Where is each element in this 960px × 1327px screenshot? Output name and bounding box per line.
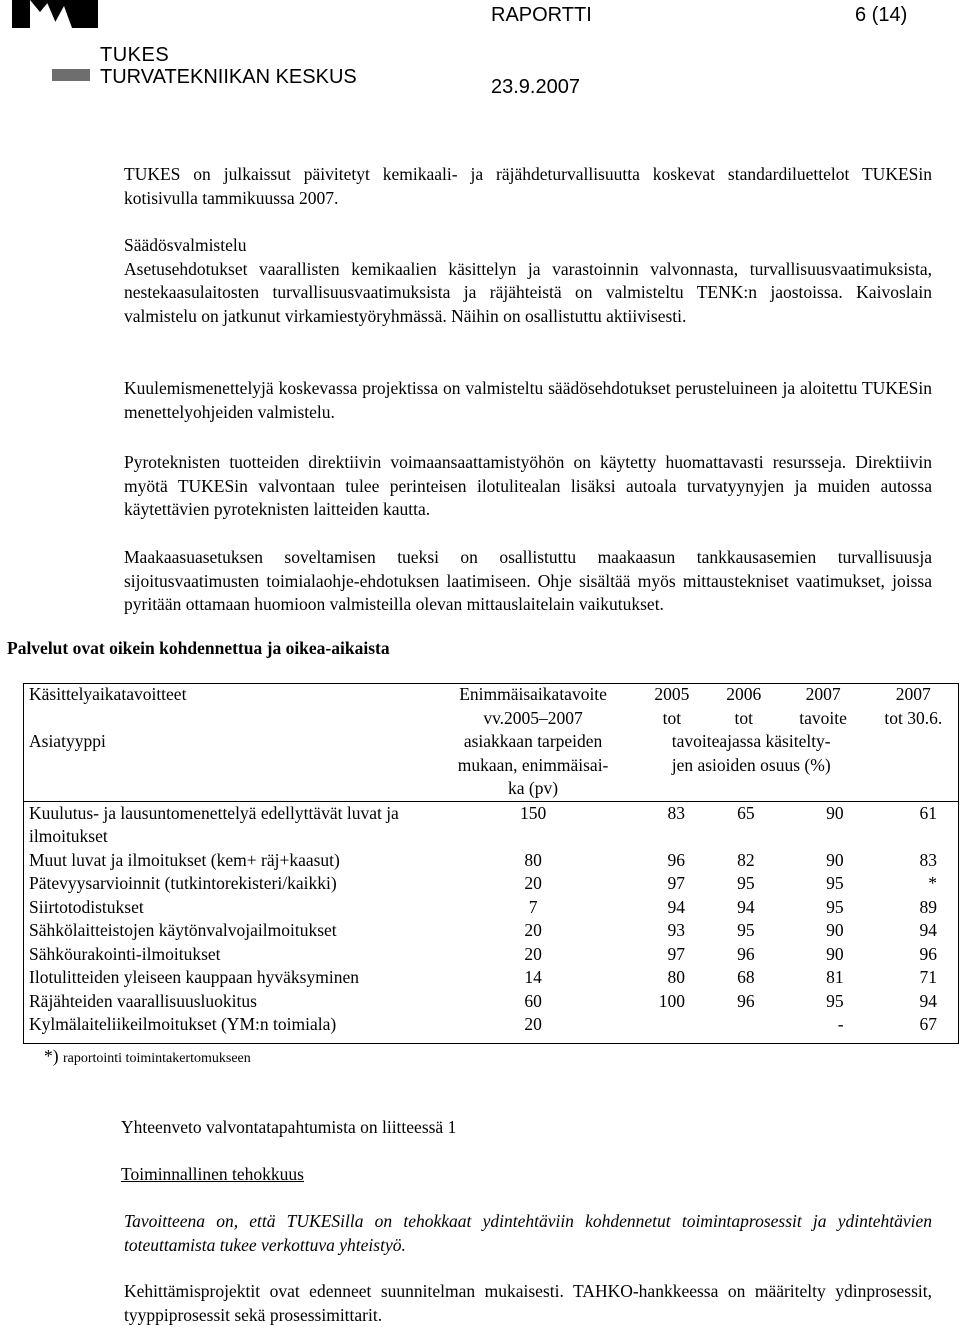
row-2006: 96	[737, 943, 755, 964]
row-max: 60	[524, 990, 542, 1011]
row-2005: 96	[667, 849, 685, 870]
table-row	[23, 943, 959, 967]
row-2006: 65	[737, 802, 755, 823]
row-2007-target: 90	[826, 943, 844, 964]
row-2006: 96	[737, 990, 755, 1011]
row-name: Räjähteiden vaarallisuusluokitus	[29, 990, 257, 1011]
header-targets: Käsittelyaikatavoitteet	[29, 684, 187, 704]
table-footnote	[44, 1046, 251, 1067]
row-2007-target: -	[837, 1014, 844, 1034]
row-name: Sähköurakointi-ilmoitukset	[29, 943, 221, 964]
row-max: 150	[519, 802, 547, 823]
efficiency-heading: Toiminnallinen tehokkuus	[121, 1164, 304, 1184]
row-2005: 80	[667, 967, 685, 987]
header-max-time: Enimmäisaikatavoite vv.2005–2007	[459, 684, 607, 728]
development-projects: Kehittämisprojektit ovat edenneet suunnitelman mukaisesti. TAHKO-hankkeessa on määritelty ydinprosessit, tyyppiprosessit sekä prosessimittarit.	[124, 1281, 932, 1325]
row-name: Muut luvat ja ilmoitukset (kem+ räj+kaasut)	[29, 849, 340, 870]
row-2005: 97	[667, 943, 685, 964]
row-2006: 82	[737, 849, 755, 870]
row-2007-target: 90	[826, 849, 844, 870]
row-2007-actual: 94	[919, 990, 937, 1011]
paragraph-pyrotechnics: Pyroteknisten tuotteiden direktiivin voimaansaattamistyöhön on käytetty huomattavasti resursseja. Direktiivin myötä TUKESin valvontaan tulee perinteisen ilotulitealan lisäksi autoala turvatyynyjen ja muiden autossa käytettävien pyroteknisten laitteiden kautta.	[124, 452, 932, 519]
table-row	[23, 990, 959, 1014]
row-2005: 93	[667, 920, 685, 940]
section-heading: Palvelut ovat oikein kohdennettua ja oikea-aikaista	[7, 638, 390, 658]
row-max: 20	[524, 1014, 542, 1034]
row-2007-actual: *	[928, 873, 937, 893]
row-name: Pätevyysarvioinnit (tutkintorekisteri/kaikki)	[29, 873, 337, 893]
header-2006: 2006 tot	[726, 684, 762, 728]
row-2005: 100	[658, 990, 685, 1011]
row-max: 20	[524, 920, 542, 940]
doc-type: RAPORTTI	[491, 4, 592, 26]
header-2005: 2005 tot	[654, 684, 690, 728]
row-max: 80	[524, 849, 542, 870]
row-2007-target: 95	[826, 873, 844, 893]
row-2005: 94	[667, 896, 685, 917]
row-2006: 68	[737, 967, 755, 987]
subheader-max-days: asiakkaan tarpeiden mukaan, enimmäisai- ka (pv)	[457, 731, 609, 798]
org-long-name: TURVATEKNIIKAN KESKUS	[100, 66, 357, 88]
row-2007-actual: 67	[919, 1014, 937, 1034]
processing-time-table	[23, 683, 959, 1037]
table-row	[23, 872, 959, 896]
table-row	[23, 896, 959, 920]
paragraph-standards: TUKES on julkaissut päivitetyt kemikaali- ja räjähdeturvallisuutta koskevat standardiluettelot TUKESin kotisivulla tammikuussa 2007.	[124, 164, 932, 208]
row-max: 7	[528, 896, 538, 917]
header-2007-actual: 2007 tot 30.6.	[884, 684, 943, 728]
row-max: 20	[524, 943, 542, 964]
doc-date: 23.9.2007	[491, 76, 580, 98]
row-2007-actual: 89	[919, 896, 937, 917]
row-2005: 83	[667, 802, 685, 823]
paragraph-natural-gas: Maakaasuasetuksen soveltamisen tueksi on osallistuttu maakaasun tankkausasemien turvallisuusja sijoitusvaatimusten toimialaohje-ehdotuksen laatimiseen. Ohje sisältää myös mittaustekniset vaatimukset, joissa pyritään ottamaan huomioon valmisteilla olevan mittauslaitelain vaikutukset.	[124, 547, 932, 614]
row-2007-target: 90	[826, 802, 844, 823]
logo-shapes	[12, 0, 98, 28]
row-2007-target: 81	[826, 967, 844, 987]
row-2007-target: 95	[826, 990, 844, 1011]
table-header-row	[23, 683, 959, 730]
row-name: Siirtotodistukset	[29, 896, 144, 917]
regulation-title: Säädösvalmistelu	[124, 235, 247, 255]
row-2007-actual: 83	[919, 849, 937, 870]
table-row	[23, 801, 959, 849]
logo-bar	[52, 69, 90, 81]
row-2007-target: 95	[826, 896, 844, 917]
row-2006: 95	[737, 873, 755, 893]
regulation-section	[124, 234, 932, 328]
row-name: Ilotulitteiden yleiseen kauppaan hyväksyminen	[29, 967, 359, 987]
row-2005	[635, 1013, 709, 1037]
row-2007-actual: 61	[919, 802, 937, 823]
row-2007-actual: 96	[919, 943, 937, 964]
paragraph-hearing: Kuulemismenettelyjä koskevassa projektissa on valmisteltu säädösehdotukset perusteluineen ja aloitettu TUKESin menettelyohjeiden valmistelu.	[124, 378, 932, 422]
row-max: 20	[524, 873, 542, 893]
row-2007-actual: 94	[919, 920, 937, 940]
table-row	[23, 966, 959, 990]
subheader-share: tavoiteajassa käsitelty- jen asioiden osuus (%)	[671, 731, 831, 775]
table-row	[23, 849, 959, 873]
row-max: 14	[524, 967, 542, 987]
table-subheader-row	[23, 730, 959, 801]
table-row	[23, 919, 959, 943]
row-name: Sähkölaitteistojen käytönvalvojailmoitukset	[29, 920, 337, 940]
header-2007-target: 2007 tavoite	[799, 684, 847, 728]
org-short-name: TUKES	[100, 44, 170, 66]
table-row	[23, 1013, 959, 1037]
subheader-case-type: Asiatyyppi	[29, 731, 106, 751]
row-2007-actual: 71	[919, 967, 937, 987]
row-2005: 97	[667, 873, 685, 893]
row-name: Kylmälaiteliikeilmoitukset (YM:n toimiala)	[29, 1014, 337, 1034]
row-2006: 94	[737, 896, 755, 917]
page-number: 6 (14)	[855, 4, 908, 26]
row-name: Kuulutus- ja lausuntomenettelyä edellyttävät luvat ja ilmoitukset	[29, 802, 399, 846]
row-2007-target: 90	[826, 920, 844, 940]
footnote-mark: *)	[44, 1046, 59, 1066]
efficiency-goal: Tavoitteena on, että TUKESilla on tehokkaat ydintehtäviin kohdennetut toimintaprosessit ja ydintehtävien toteuttamista tukee verkottuva yhteistyö.	[124, 1211, 932, 1255]
footnote-text: raportointi toimintakertomukseen	[62, 1051, 251, 1066]
row-2006: 95	[737, 920, 755, 940]
row-2006	[709, 1013, 779, 1037]
regulation-paragraph: Asetusehdotukset vaarallisten kemikaalien käsittelyn ja varastoinnin valvonnasta, turvallisuusvaatimuksista, nestekaasulaitosten turvallisuusvaatimuksista ja räjähteistä on valmisteltu TENK:n jaostoissa. Kaivoslain valmistelu on jatkunut virkamiestyöryhmässä. Näihin on osallistuttu aktiivisesti.	[124, 258, 932, 326]
summary-line: Yhteenveto valvontatapahtumista on liitteessä 1	[121, 1117, 457, 1137]
